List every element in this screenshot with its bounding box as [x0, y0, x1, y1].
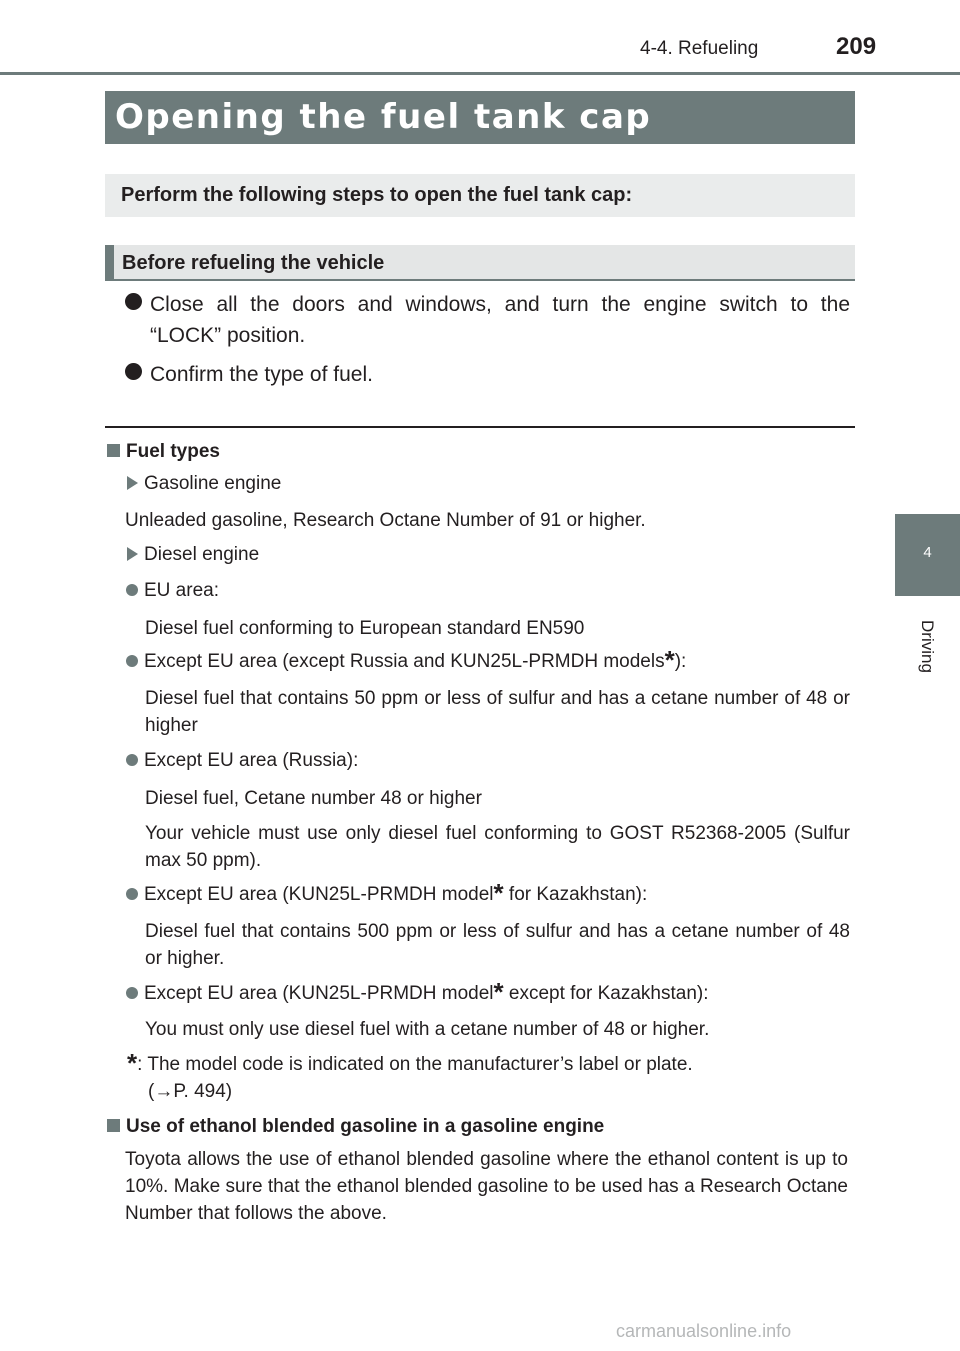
asterisk-icon: * — [493, 878, 504, 908]
except-eu-general-item — [126, 645, 687, 675]
ethanol-heading — [107, 1116, 604, 1138]
except-eu-russia-text-2: Your vehicle must use only diesel fuel conforming to GOST R52368-2005 (Sulfur max 50 ppm). — [145, 823, 850, 871]
except-eu-kazakhstan-text: Diesel fuel that contains 500 ppm or less of sulfur and has a cetane number of 48 or higher. — [145, 921, 850, 969]
square-bullet-icon — [107, 444, 120, 457]
fuel-types-heading-text: Fuel types — [126, 441, 220, 462]
except-eu-general-label-b: ): — [674, 651, 687, 672]
step-close-doors-line2: “LOCK” position. — [150, 324, 306, 347]
chapter-number: 4 — [923, 544, 932, 561]
ethanol-text: Toyota allows the use of ethanol blended gasoline where the ethanol content is up to 10%. Make sure that the ethanol blended gasoline to be used has a Research Octane Number that follows the above. — [125, 1149, 848, 1224]
except-eu-kazakhstan-item — [126, 878, 648, 908]
except-eu-kazakhstan-label-a: Except EU area (KUN25L-PRMDH model — [144, 884, 494, 905]
except-eu-kazakhstan-label-b: for Kazakhstan): — [503, 884, 648, 905]
except-eu-russia-text-1: Diesel fuel, Cetane number 48 or higher — [145, 788, 482, 809]
square-bullet-icon — [107, 1119, 120, 1132]
bullet-dot-icon — [125, 363, 142, 380]
except-eu-general-label-a: Except EU area (except Russia and KUN25L-PRMDH models — [144, 651, 665, 672]
section-divider — [105, 426, 855, 428]
header-section-title: 4-4. Refueling — [640, 38, 759, 59]
intro-box: Perform the following steps to open the fuel tank cap: — [105, 174, 855, 217]
diesel-engine-subhead — [127, 544, 259, 566]
chapter-label: Driving — [918, 620, 937, 673]
gasoline-engine-subhead — [127, 473, 281, 495]
ethanol-heading-text: Use of ethanol blended gasoline in a gasoline engine — [126, 1116, 605, 1137]
except-eu-russia-item — [126, 750, 358, 772]
chapter-label-container — [898, 620, 958, 680]
watermark: carmanualsonline.info — [616, 1321, 792, 1341]
fuel-types-heading — [107, 441, 220, 463]
step-confirm-fuel-text: Confirm the type of fuel. — [150, 363, 373, 386]
footnote-page-reference[interactable]: (→P. 494) — [148, 1081, 233, 1102]
eu-area-text: Diesel fuel conforming to European standard EN590 — [145, 618, 585, 639]
bullet-dot-icon — [126, 754, 138, 766]
except-eu-general-text: Diesel fuel that contains 50 ppm or less of sulfur and has a cetane number of 48 or higher — [145, 688, 850, 736]
page-title: Opening the fuel tank cap — [115, 97, 652, 137]
except-eu-non-kazakhstan-label-a: Except EU area (KUN25L-PRMDH model — [144, 983, 494, 1004]
bullet-dot-icon — [125, 293, 142, 310]
step-close-doors-line1: Close all the doors and windows, and turn the engine switch to the — [150, 293, 850, 316]
triangle-bullet-icon — [127, 476, 138, 490]
bullet-dot-icon — [126, 584, 138, 596]
before-refueling-heading: Before refueling the vehicle — [105, 245, 855, 281]
eu-area-item — [126, 580, 219, 602]
gasoline-spec: Unleaded gasoline, Research Octane Number of 91 or higher. — [125, 510, 646, 531]
bullet-dot-icon — [126, 655, 138, 667]
header-divider — [0, 72, 960, 75]
except-eu-non-kazakhstan-item — [126, 977, 709, 1007]
gasoline-engine-label: Gasoline engine — [144, 473, 282, 494]
footnote-line1: : The model code is indicated on the manufacturer’s label or plate. — [137, 1054, 693, 1075]
asterisk-icon: * — [493, 977, 504, 1007]
chapter-tab — [895, 514, 960, 596]
except-eu-russia-label: Except EU area (Russia): — [144, 750, 359, 771]
triangle-bullet-icon — [127, 547, 138, 561]
asterisk-icon: * — [664, 645, 675, 675]
except-eu-non-kazakhstan-label-b: except for Kazakhstan): — [503, 983, 709, 1004]
section-title-bar — [105, 91, 855, 144]
page-number: 209 — [836, 33, 877, 60]
eu-area-label: EU area: — [144, 580, 219, 601]
model-code-footnote — [127, 1048, 693, 1078]
asterisk-icon: * — [127, 1048, 138, 1078]
bullet-dot-icon — [126, 987, 138, 999]
bullet-dot-icon — [126, 888, 138, 900]
diesel-engine-label: Diesel engine — [144, 544, 260, 565]
except-eu-non-kazakhstan-text: You must only use diesel fuel with a cetane number of 48 or higher. — [145, 1019, 710, 1040]
